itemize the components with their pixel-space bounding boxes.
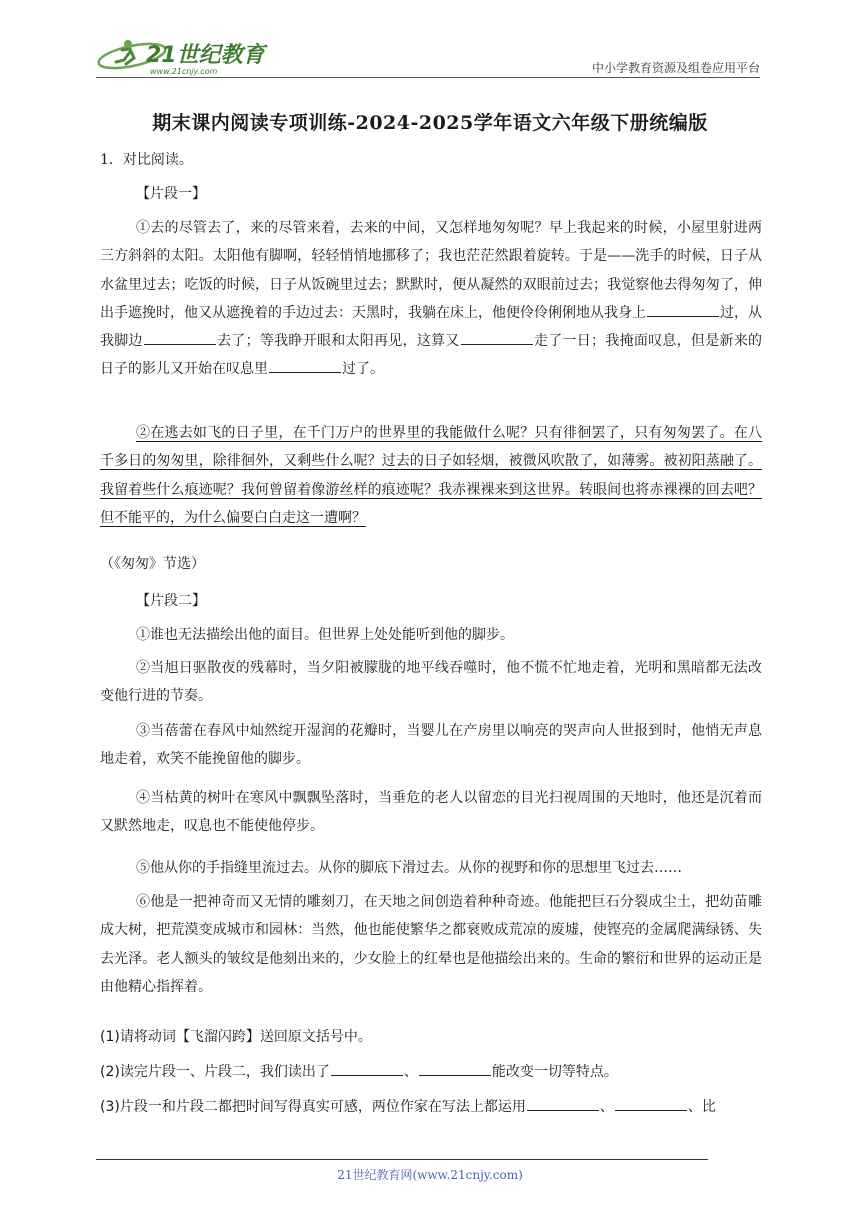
passage1-label: 【片段一】 [136,186,206,202]
page-header [96,34,760,78]
logo-21cnjy [96,34,276,78]
para-text: 过，从我脚边 [100,304,762,350]
header-divider [96,77,760,78]
passage2-para2: ②当旭日驱散夜的残幕时，当夕阳被朦胧的地平线吞噬时，他不慌不忙地走着，光明和黑暗都无法改变他行进的节奏。 [100,660,762,705]
answer-blank[interactable] [331,1061,403,1076]
passage2-para6: ⑥他是一把神奇而又无情的雕刻刀，在天地之间创造着种种奇迹。他能把巨石分裂成尘土，把幼苗雕成大树，把荒漠变成城市和园林：当然，他也能使繁华之都衰败成荒凉的废墟，使铿亮的金属爬满绿锈、失去光泽。老人额头的皱纹是他刻出来的，少女脸上的红晕也是他描绘出来的。生命的繁衍和世界的运动正是由他精心指挥着。 [100,894,762,995]
para-text: 过了。 [342,361,384,378]
answer-blank[interactable] [269,358,341,373]
question-2 [100,1058,762,1086]
passage1-para1 [100,214,762,384]
q-text: 、比 [687,1099,716,1115]
answer-blank[interactable] [615,1096,687,1111]
passage2-para5: ⑤他从你的手指缝里流过去。从你的脚底下滑过去。从你的视野和你的思想里飞过去…… [136,860,682,876]
footer-divider [96,1159,708,1160]
q-text: 能改变一切等特点。 [491,1064,618,1080]
page-footer: 21世纪教育网(www.21cnjy.com) [337,1168,523,1182]
question-3 [100,1093,762,1121]
passage2-para3: ③当蓓蕾在春风中灿然绽开湿润的花瓣时，当婴儿在产房里以响亮的哭声向人世报到时，他悄无声息地走着，欢笑不能挽留他的脚步。 [100,723,762,768]
passage2-para1: ①谁也无法描绘出他的面目。但世界上处处能听到他的脚步。 [136,627,514,643]
answer-blank[interactable] [419,1061,491,1076]
platform-name: 中小学教育资源及组卷应用平台 [591,61,760,75]
question-number: 1．对比阅读。 [100,152,193,168]
q-text: (3)片段一和片段二都把时间写得真实可感，两位作家在写法上都运用 [100,1099,526,1115]
passage1-para2: ②在逃去如飞的日子里，在千门万户的世界里的我能做什么呢？只有徘徊罢了，只有匆匆罢了。在八千多日的匆匆里，除徘徊外，又剩些什么呢？过去的日子如轻烟，被微风吹散了，如薄雾。被初阳蒸融了。我留着些什么痕迹呢？我何曾留着像游丝样的痕迹呢？我赤裸裸来到这世界。转眼间也将赤裸裸的回去吧？但不能平的，为什么偏要白白走这一遭啊？ [100,425,762,526]
q-text: 、 [599,1099,614,1115]
para-text: ①去的尽管去了，来的尽管来着，去来的中间，又怎样地匆匆呢？早上我起来的时候，小屋里射进两三方斜斜的太阳。太阳他有脚啊，轻轻悄悄地挪移了；我也茫茫然跟着旋转。于是——洗手的时候，日子从水盆里过去；吃饭的时候，日子从饭碗里过去；默默时，便从凝然的双眼前过去；我觉察他去得匆匆了，伸出手遮挽时，他又从遮挽着的手边过去：天黑时，我躺在床上，他便伶伶俐俐地从我身上 [100,220,762,321]
svg-text:21世纪教育: 21世纪教育 [146,43,265,68]
question-1: (1)请将动词【飞溜闪跨】送回原文括号中。 [100,1029,372,1045]
svg-text:www.21cnjy.com: www.21cnjy.com [150,67,218,76]
answer-blank[interactable] [461,330,533,345]
answer-blank[interactable] [144,330,216,345]
para-text: 去了；等我睁开眼和太阳再见，这算又 [216,333,460,350]
passage1-source: （《匆匆》节选） [100,556,205,572]
answer-blank[interactable] [527,1096,599,1111]
passage2-para4: ④当枯黄的树叶在寒风中飘飘坠落时，当垂危的老人以留恋的目光扫视周围的天地时，他还是沉着而又默然地走，叹息也不能使他停步。 [100,790,762,835]
q-text: (2)读完片段一、片段二，我们读出了 [100,1064,330,1080]
q-text: 、 [403,1064,418,1080]
answer-blank[interactable] [647,302,719,317]
passage2-label: 【片段二】 [136,593,206,609]
page-title: 期末课内阅读专项训练-2024-2025学年语文六年级下册统编版 [152,112,708,134]
para-text: 走了一日；我掩面叹息，但是新来的日子的影儿又开始在叹息里 [100,333,763,378]
